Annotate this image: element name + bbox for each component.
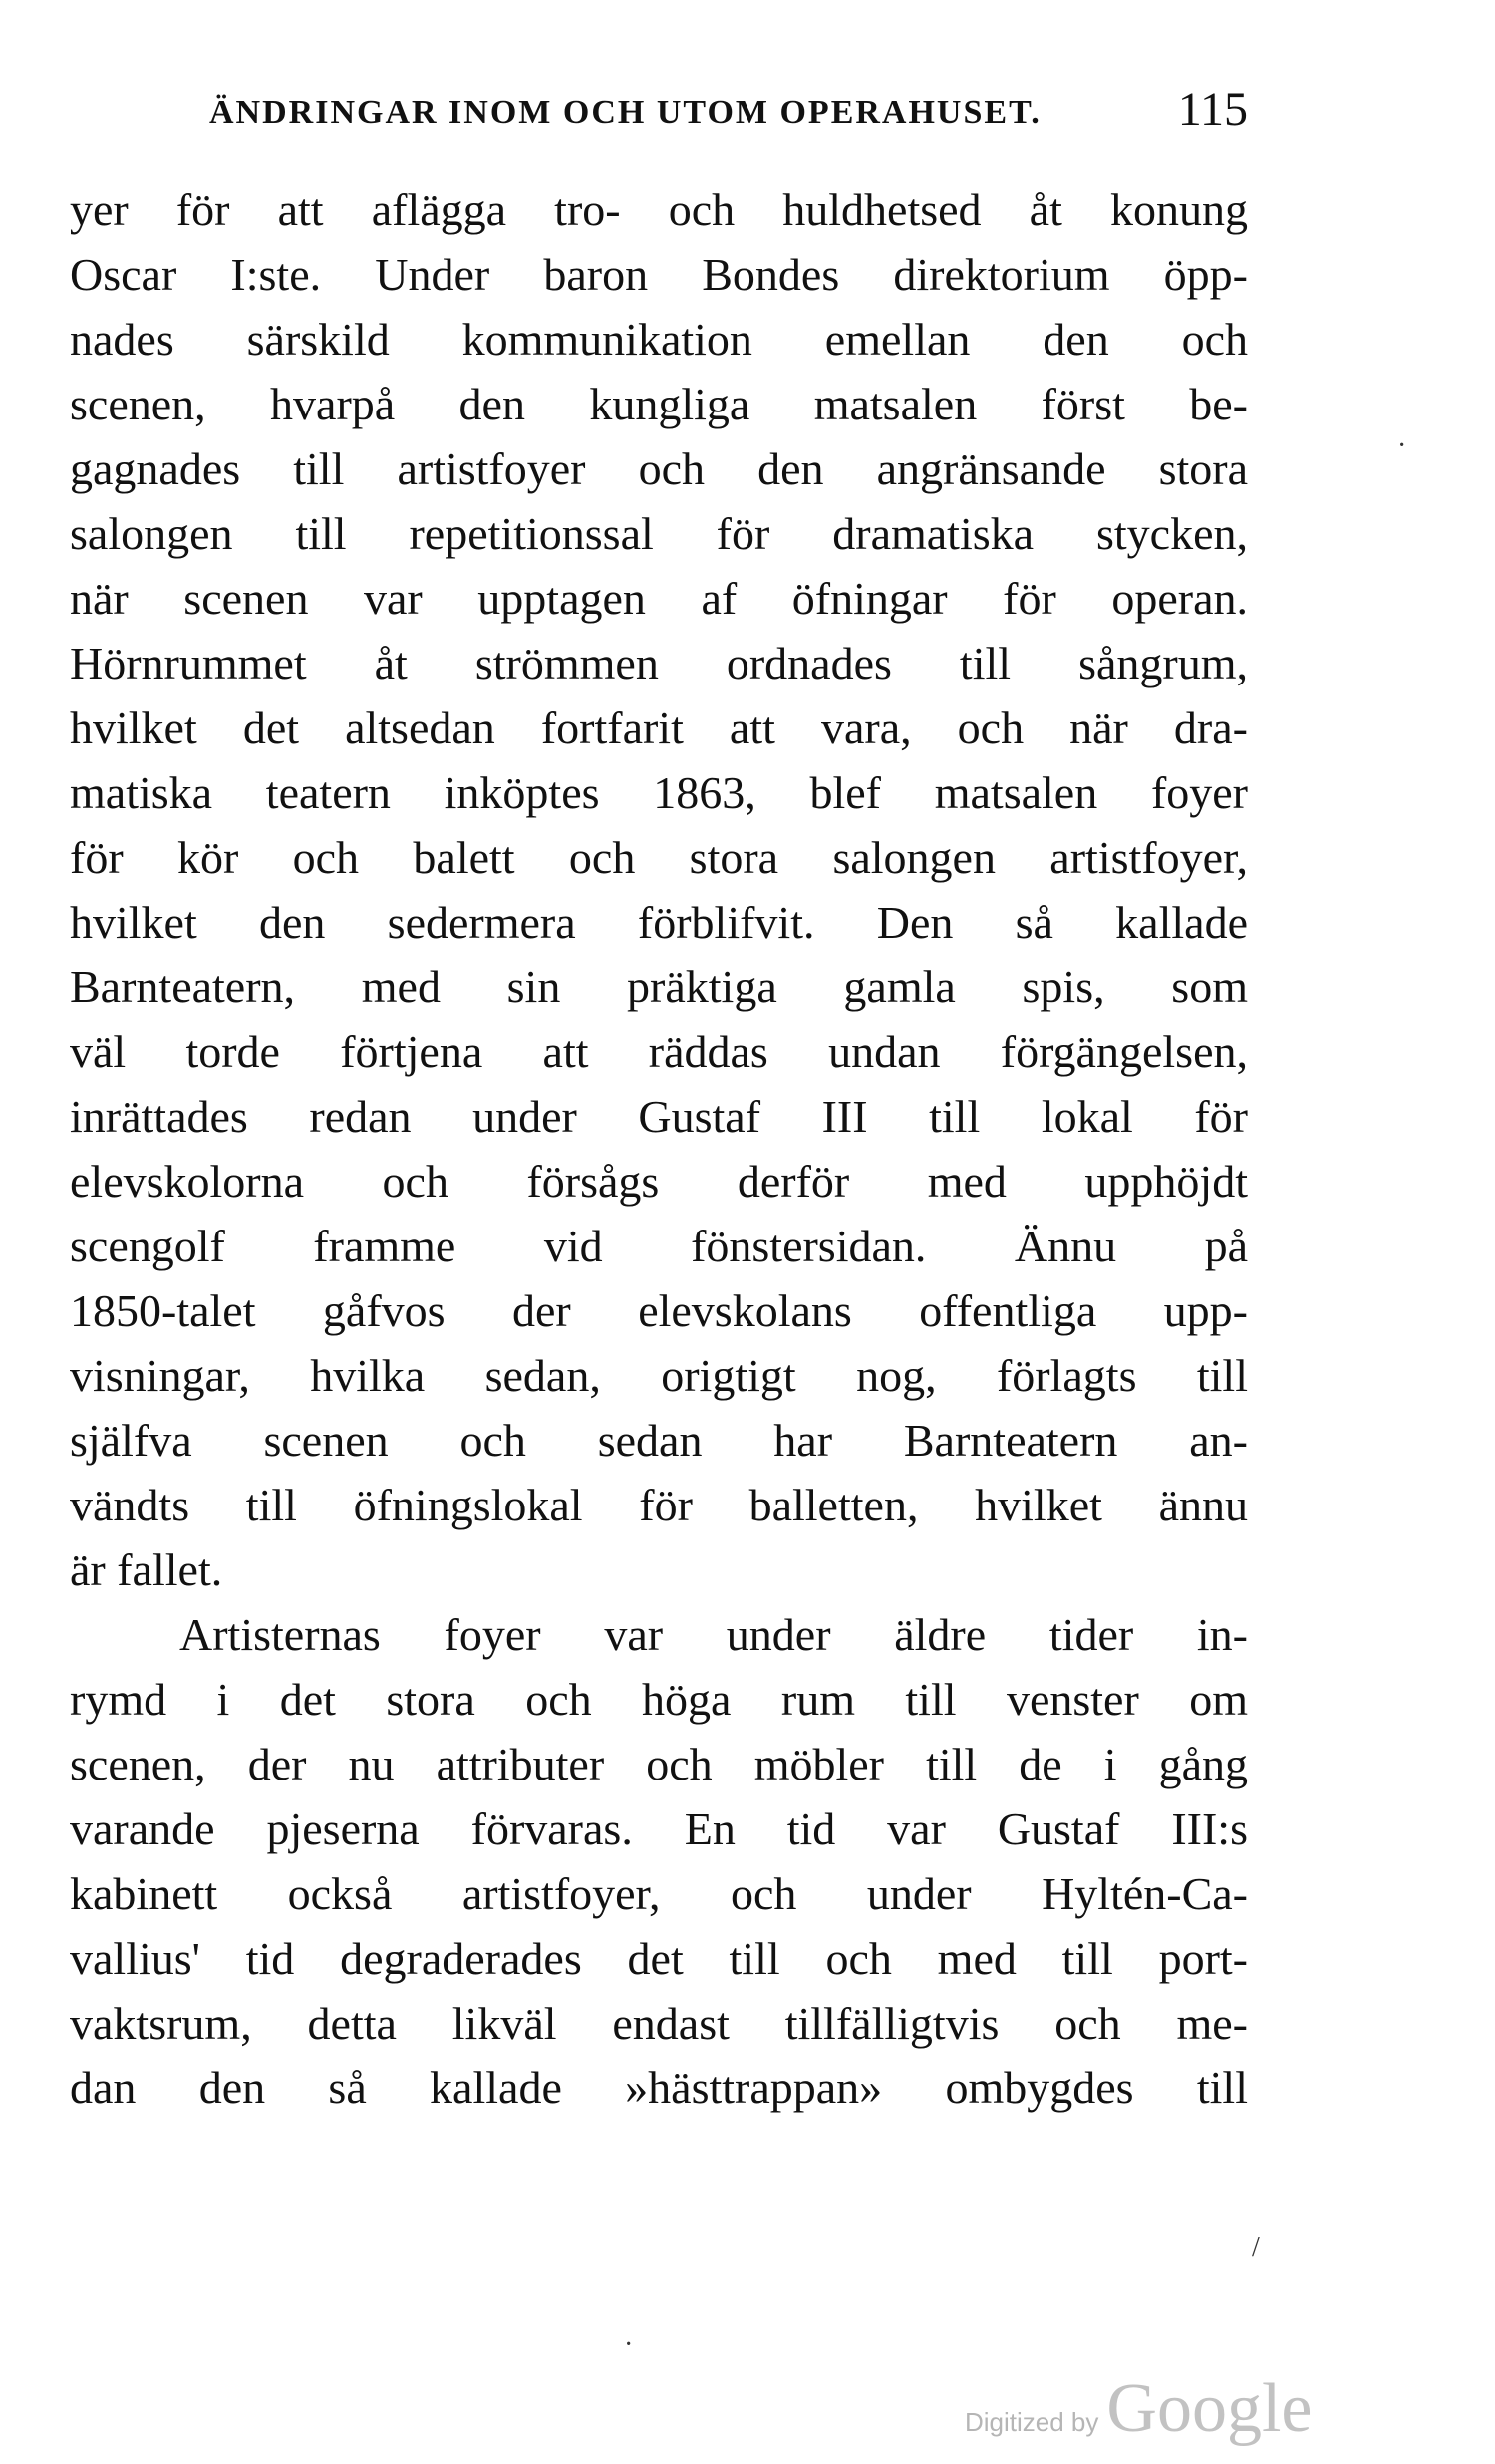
- text-line: nades särskild kommunikation emellan den och: [70, 314, 1248, 365]
- google-logo: Google: [1106, 2370, 1313, 2447]
- text-line: Barnteatern, med sin präktiga gamla spis, som: [70, 961, 1248, 1012]
- text-line: är fallet.: [70, 1544, 223, 1595]
- text-line: gagnades till artistfoyer och den angränsande stora: [70, 443, 1248, 494]
- running-head: [70, 82, 1248, 141]
- text-line: 1850-talet gåfvos der elevskolans offentliga upp-: [70, 1285, 1248, 1336]
- text-line: visningar, hvilka sedan, origtigt nog, förlagts till: [70, 1350, 1248, 1401]
- scan-speck: ·: [624, 2329, 634, 2360]
- text-line: själfva scenen och sedan har Barnteatern an-: [70, 1415, 1248, 1466]
- text-line: yer för att aflägga tro- och huldhetsed åt konung: [70, 184, 1248, 235]
- text-line: vändts till öfningslokal för balletten, hvilket ännu: [70, 1480, 1248, 1530]
- text-line: hvilket den sedermera förblifvit. Den så kallade: [70, 897, 1248, 948]
- text-line: för kör och balett och stora salongen artistfoyer,: [70, 832, 1248, 883]
- paragraph-2: [70, 1602, 1248, 2120]
- text-line: elevskolorna och försågs derför med upphöjdt: [70, 1156, 1248, 1207]
- scan-speck: /: [1252, 2232, 1260, 2263]
- text-line: kabinett också artistfoyer, och under Hyltén-Ca-: [70, 1868, 1248, 1919]
- scan-speck: ·: [1397, 430, 1407, 461]
- text-line: scenen, der nu attributer och möbler till de i gång: [70, 1739, 1248, 1789]
- text-line: Hörnrummet åt strömmen ordnades till sångrum,: [70, 638, 1248, 688]
- text-line: scenen, hvarpå den kungliga matsalen först be-: [70, 379, 1248, 429]
- digitized-by-google-watermark: [965, 2369, 1312, 2449]
- text-line: vaktsrum, detta likväl endast tillfälligtvis och me-: [70, 1998, 1248, 2049]
- text-line: inrättades redan under Gustaf III till lokal för: [70, 1091, 1248, 1142]
- text-line: väl torde förtjena att räddas undan förgängelsen,: [70, 1026, 1248, 1077]
- text-line: matiska teatern inköptes 1863, blef matsalen foyer: [70, 767, 1248, 818]
- text-line: rymd i det stora och höga rum till venster om: [70, 1674, 1248, 1725]
- text-line: salongen till repetitionssal för dramatiska stycken,: [70, 508, 1248, 559]
- watermark-prefix: Digitized by: [965, 2407, 1099, 2437]
- text-line: Artisternas foyer var under äldre tider in-: [179, 1609, 1248, 1660]
- paragraph-1: [70, 177, 1248, 1602]
- running-title: ÄNDRINGAR INOM OCH UTOM OPERAHUSET.: [209, 94, 1042, 131]
- text-line: Oscar I:ste. Under baron Bondes direktorium öpp-: [70, 249, 1248, 300]
- text-line: dan den så kallade »hästtrappan» ombygdes till: [70, 2062, 1248, 2113]
- text-line: vallius' tid degraderades det till och med till port-: [70, 1933, 1248, 1984]
- text-line: när scenen var upptagen af öfningar för operan.: [70, 573, 1248, 624]
- text-line: varande pjeserna förvaras. En tid var Gustaf III:s: [70, 1803, 1248, 1854]
- text-line: scengolf framme vid fönstersidan. Ännu på: [70, 1221, 1248, 1271]
- text-line: hvilket det altsedan fortfarit att vara, och när dra-: [70, 702, 1248, 753]
- body-text: [70, 177, 1248, 2120]
- page-number: 115: [1177, 83, 1248, 136]
